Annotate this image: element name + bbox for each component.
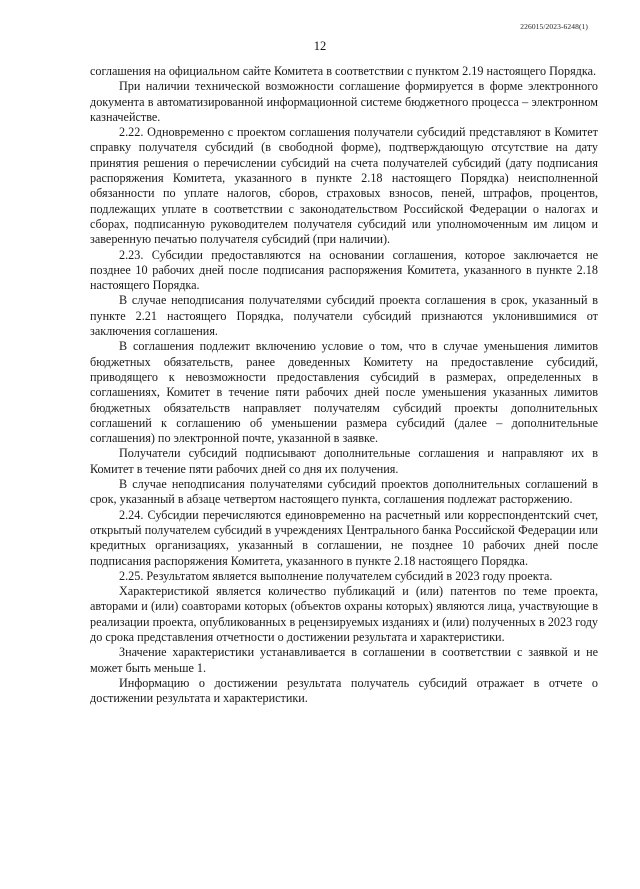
paragraph-2-25: 2.25. Результатом является выполнение получателем субсидий в 2023 году проекта. bbox=[119, 568, 553, 583]
paragraph: При наличии технической возможности соглашение формируется в форме электронного документа в автоматизированной информационной системе бюджетного процесса – электронном казначействе. bbox=[90, 79, 598, 124]
paragraph: В соглашения подлежит включению условие о том, что в случае уменьшения лимитов бюджетных обязательств, ранее доведенных Комитету на предоставление субсидий, приводящего к невозможности предоставления субсидий в размерах, определенных в соглашениях, Комитет в течение пяти рабочих дней после уменьшения указанных лимитов бюджетных обязательств направляет получателям субсидий проекты дополнительных соглашений к соглашению об уменьшении размера субсидий (далее – дополнительные соглашения) по электронной почте, указанной в заявке. bbox=[90, 339, 598, 446]
document-id: 226015/2023-6248(1) bbox=[520, 22, 588, 31]
paragraph: В случае неподписания получателями субсидий проекта соглашения в срок, указанный в пункте 2.21 настоящего Порядка, получатели субсидий признаются уклонившимися от заключения соглашения. bbox=[90, 293, 598, 339]
page-number: 12 bbox=[313, 39, 327, 53]
paragraph-2-23: 2.23. Субсидии предоставляются на основании соглашения, которое заключается не позднее 10 рабочих дней после подписания распоряжения Комитета, указанного в пункте 2.18 настоящего Порядка. bbox=[90, 247, 598, 293]
paragraph: Значение характеристики устанавливается в соглашении в соответствии с заявкой и не может быть меньше 1. bbox=[90, 645, 598, 675]
paragraph-2-22: 2.22. Одновременно с проектом соглашения получатели субсидий представляют в Комитет справку получателя субсидий (в свободной форме), подтверждающую отсутствие на дату принятия решения о перечислении субсидий на счета получателей субсидий (дату подписания распоряжения Комитета, указанного в пункте 2.18 настоящего Порядка) неисполненной обязанности по уплате налогов, сборов, страховых взносов, пеней, штрафов, процентов, подлежащих уплате в соответствии с законодательством Российской Федерации о налогах и сборах, подписанную руководителем получателя субсидий или уполномоченным им лицом и заверенную печатью получателя субсидий (при наличии). bbox=[90, 125, 598, 247]
paragraph-continuation: соглашения на официальном сайте Комитета в соответствии с пунктом 2.19 настоящего Порядка. bbox=[90, 64, 597, 78]
paragraph: Информацию о достижении результата получатель субсидий отражает в отчете о достижении результата и характеристики. bbox=[90, 675, 598, 706]
document-body bbox=[90, 64, 598, 706]
paragraph-2-24: 2.24. Субсидии перечисляются единовременно на расчетный или корреспондентский счет, открытый получателем субсидий в учреждениях Центрального банка Российской Федерации или кредитных организациях, указанный в соглашении, не позднее 10 рабочих дней после подписания распоряжения Комитета, указанного в пункте 2.18 настоящего Порядка. bbox=[90, 507, 598, 568]
paragraph: В случае неподписания получателями субсидий проектов дополнительных соглашений в срок, указанный в абзаце четвертом настоящего пункта, соглашения подлежат расторжению. bbox=[90, 477, 598, 507]
paragraph: Получатели субсидий подписывают дополнительные соглашения и направляют их в Комитет в течение пяти рабочих дней со дня их получения. bbox=[90, 446, 598, 476]
paragraph: Характеристикой является количество публикаций и (или) патентов по теме проекта, авторами и (или) соавторами которых (объектов охраны которых) являются лица, участвующие в реализации проекта, опубликованных в рецензируемых изданиях и (или) полученных в 2023 году до срока представления отчетности о достижении результата и характеристики. bbox=[90, 584, 598, 644]
